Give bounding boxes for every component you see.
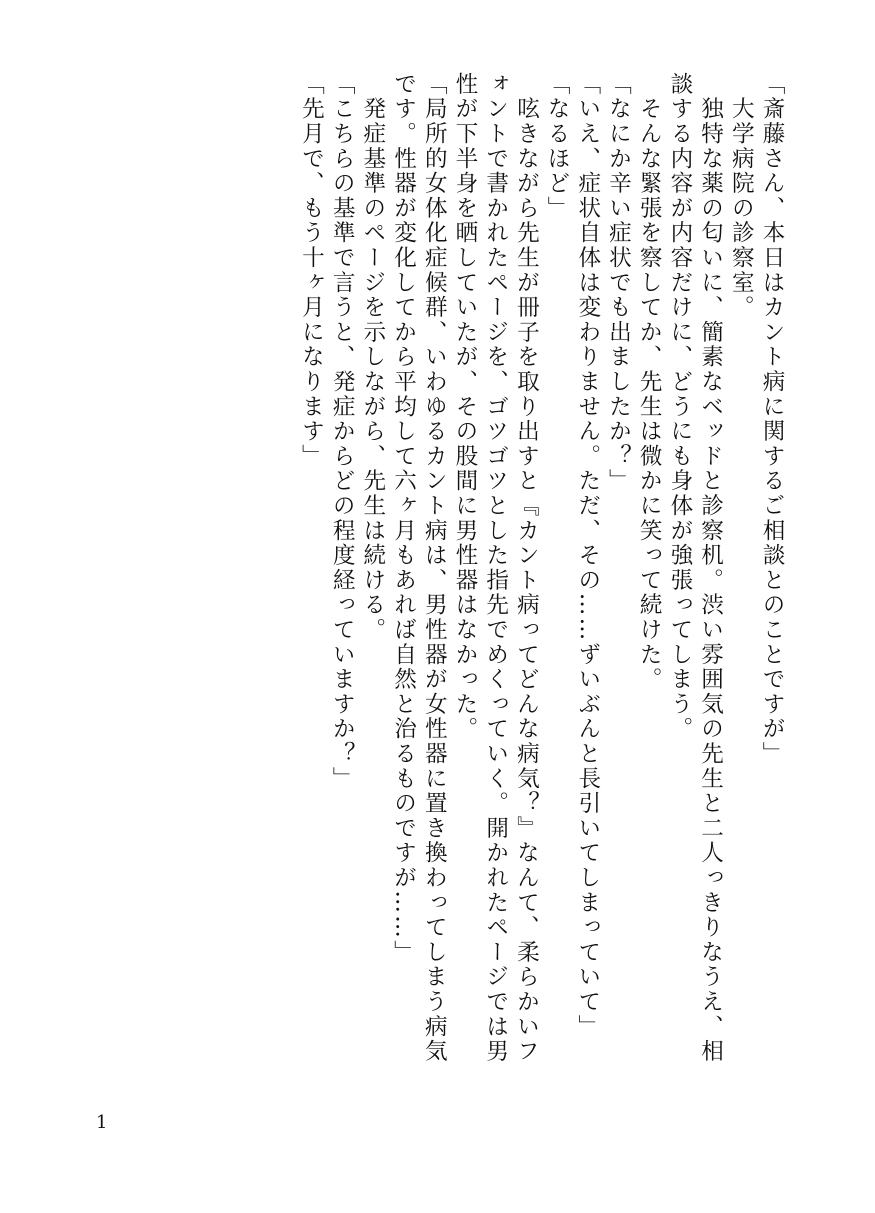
text-line: 呟きながら先生が冊子を取り出すと『カント病ってどんな病気？』なんて、柔らかいフ [513, 72, 540, 1064]
text-line: ォントで書かれたページを、ゴツゴツとした指先でめくっていく。開かれたページでは男 [482, 72, 509, 1064]
text-line: 「局所的女体化症候群、いわゆるカント病は、男性器が女性器に置き換わってしまう病気 [421, 72, 448, 1064]
text-line: 独特な薬の匂いに、簡素なベッドと診察机。渋い雰囲気の先生と二人っきりなうえ、相 [697, 72, 724, 1064]
text-line: 性が下半身を晒していたが、その股間に男性器はなかった。 [451, 72, 478, 742]
text-line: 「なにか辛い症状でも出ましたか？」 [605, 72, 632, 494]
vertical-text-body [67, 72, 787, 1112]
text-line: 「なるほど」 [544, 72, 571, 221]
text-line: そんな緊張を察してか、先生は微かに笑って続けた。 [636, 72, 663, 692]
text-line: 「斎藤さん、本日はカント病に関するご相談とのことですが」 [759, 72, 785, 767]
page-number: 1 [96, 1112, 108, 1133]
text-line: です。性器が変化してから平均して六ヶ月もあれば自然と治るものですが……」 [390, 72, 417, 965]
text-line: 大学病院の診察室。 [728, 72, 755, 320]
text-line: 発症基準のページを示しながら、先生は続ける。 [359, 72, 386, 643]
text-line: 「いえ、症状自体は変わりません。ただ、その……ずいぶんと長引いてしまっていて」 [574, 72, 601, 1040]
text-line: 談する内容が内容だけに、どうにも身体が強張ってしまう。 [666, 72, 693, 742]
text-line: 「こちらの基準で言うと、発症からどの程度経っていますか？」 [329, 72, 356, 792]
text-line: 「先月で、もう十ヶ月になります」 [298, 72, 325, 469]
